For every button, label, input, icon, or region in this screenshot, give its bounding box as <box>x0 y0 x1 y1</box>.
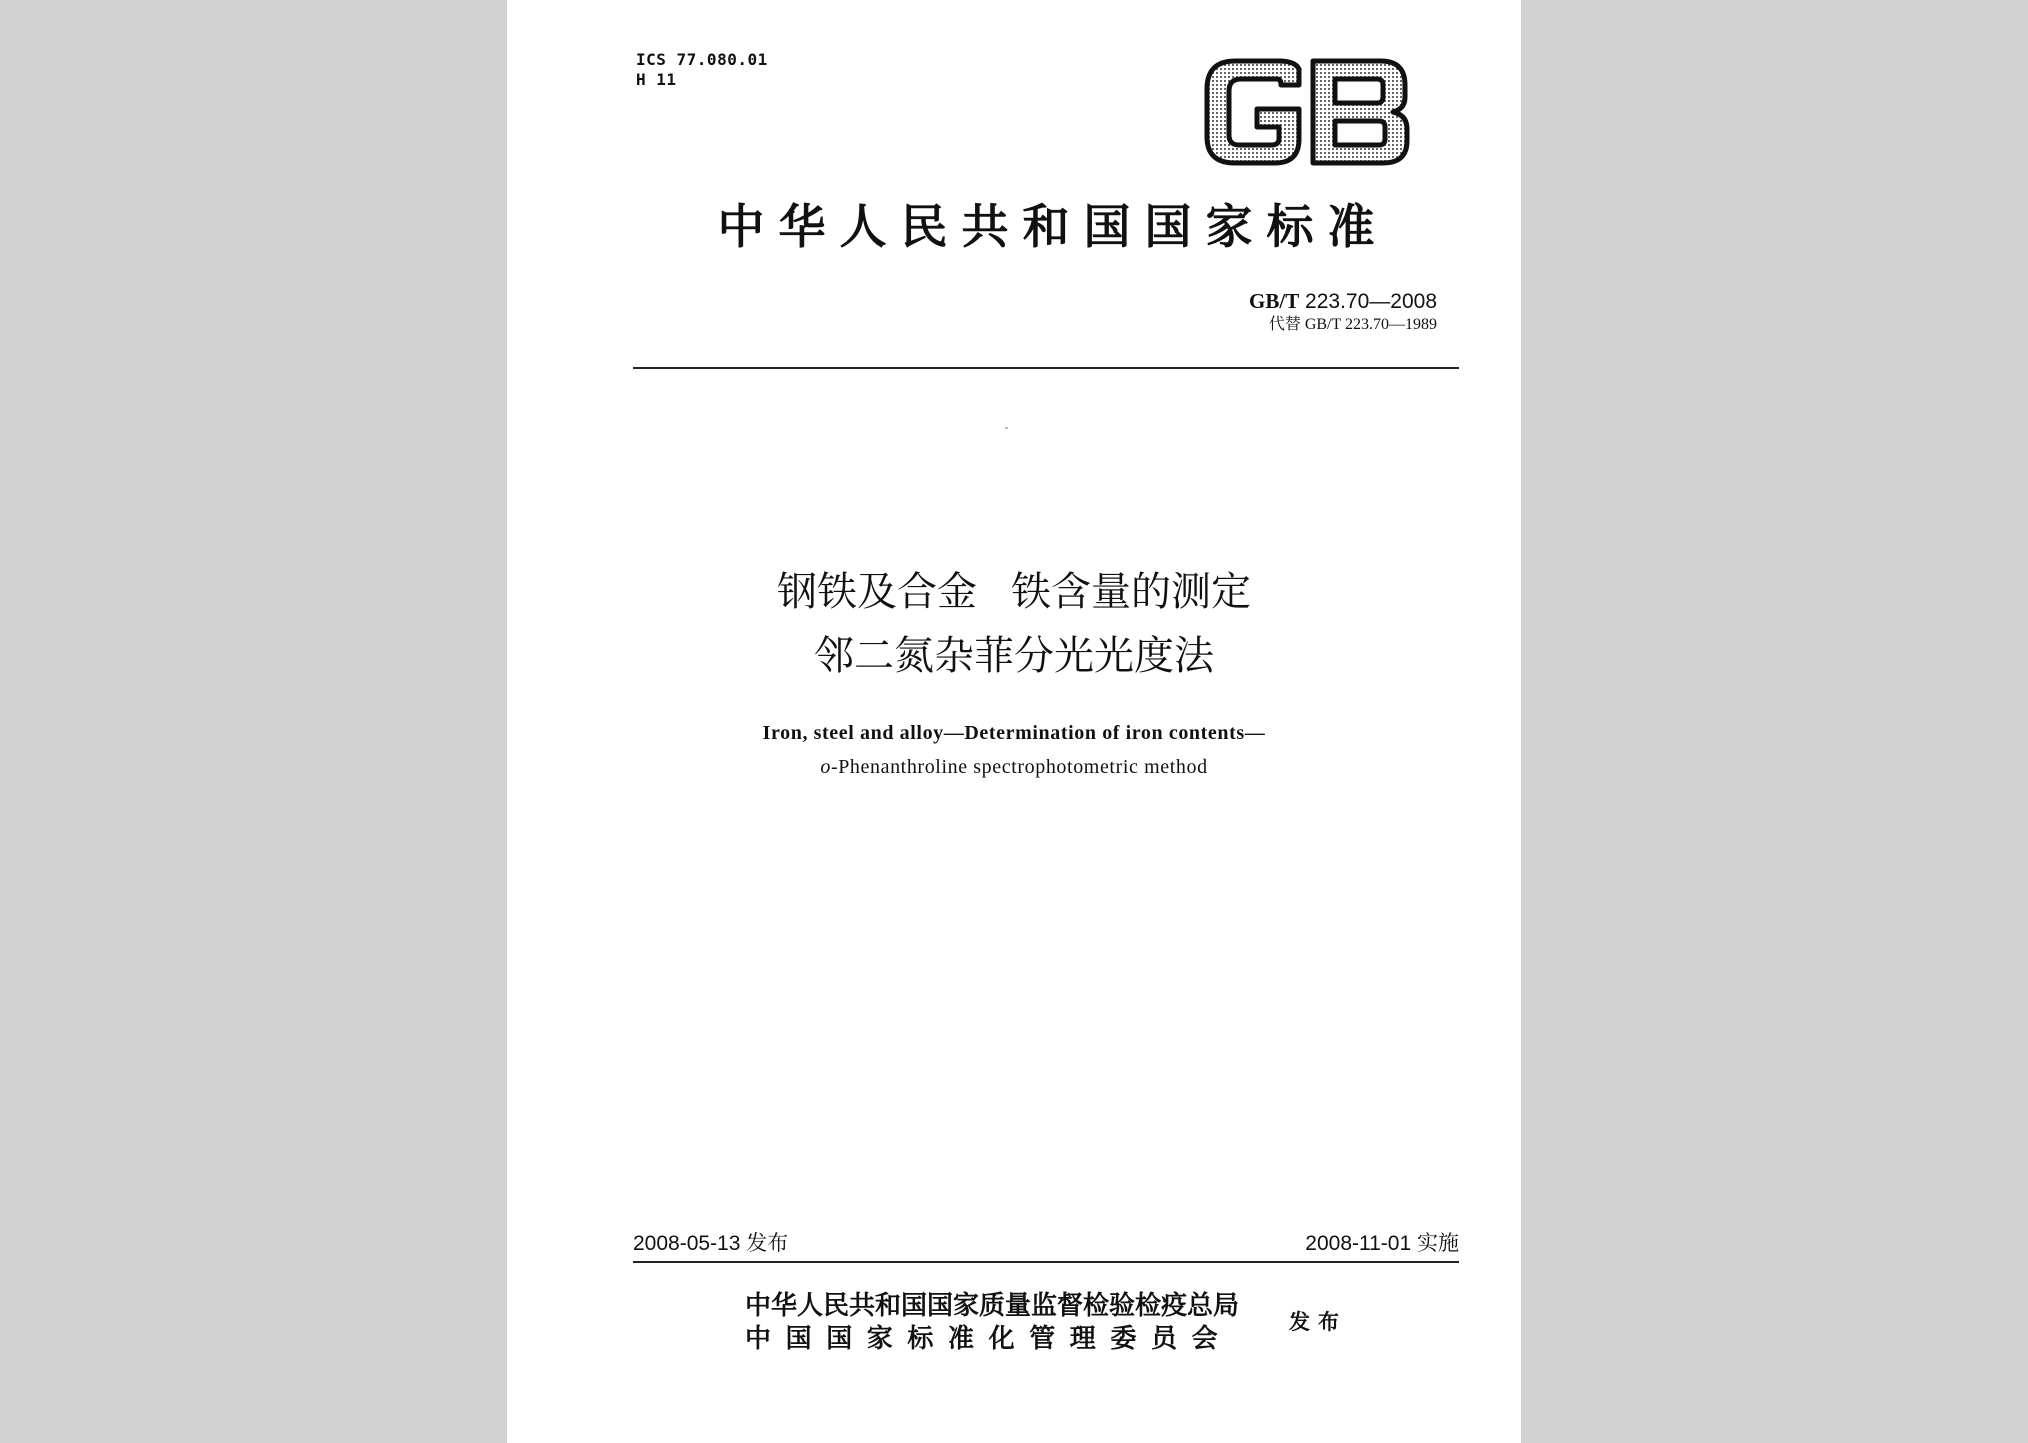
issuer-sac: 中国国家标准化管理委员会 <box>745 1324 1233 1354</box>
issued-label: 发布 <box>1289 1309 1347 1334</box>
gb-logo <box>1199 55 1414 170</box>
english-title-prefix: o <box>820 756 831 778</box>
issue-date: 2008-05-13 发布 <box>633 1232 789 1255</box>
english-title <box>507 716 1521 784</box>
dates-row <box>633 1230 1459 1258</box>
issuer-aqsiq: 中华人民共和国国家质量监督检验检疫总局 <box>745 1291 1240 1321</box>
ics-code: ICS 77.080.01 <box>636 50 768 69</box>
standard-number-block <box>1249 288 1437 335</box>
implement-date: 2008-11-01 实施 <box>1305 1232 1459 1255</box>
top-divider <box>633 367 1459 369</box>
english-title-line2 <box>507 750 1521 784</box>
standard-number <box>1249 288 1437 315</box>
standard-prefix: GB/T <box>1249 289 1300 313</box>
chinese-title-line2: 邻二氮杂菲分光光度法 <box>814 633 1214 679</box>
national-standard-title: 中华人民共和国国家标准 <box>717 200 1389 255</box>
chinese-title-subject: 钢铁及合金 <box>777 569 977 615</box>
ccs-code: H 11 <box>636 70 677 89</box>
chinese-title-scope: 铁含量的测定 <box>1011 569 1251 615</box>
chinese-title <box>507 560 1521 688</box>
replaces-standard: 代替 GB/T 223.70—1989 <box>1268 316 1437 333</box>
document-page <box>507 0 1521 1443</box>
issuing-organizations <box>745 1290 1239 1356</box>
standard-code: 223.70—2008 <box>1305 290 1437 313</box>
english-title-line1: Iron, steel and alloy—Determination of iron contents— <box>762 722 1266 744</box>
bottom-divider <box>633 1261 1459 1263</box>
english-title-method: -Phenanthroline spectrophotometric method <box>830 756 1208 778</box>
scan-speck <box>1005 427 1008 429</box>
chinese-title-line1 <box>507 560 1521 624</box>
classification-codes <box>636 50 768 90</box>
